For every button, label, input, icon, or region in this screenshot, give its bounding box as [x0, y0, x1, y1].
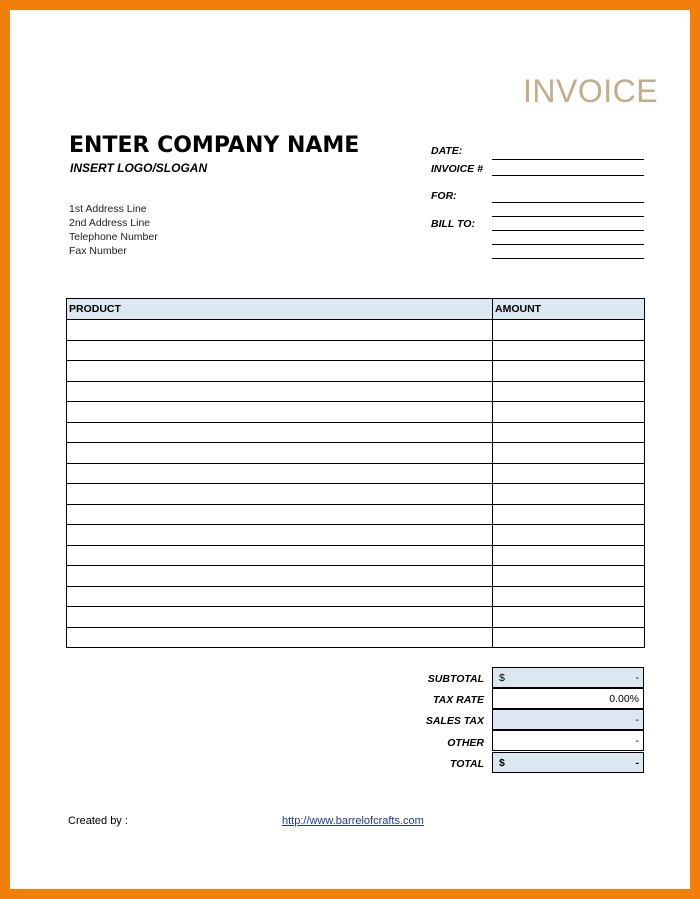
amount-cell[interactable] [493, 402, 645, 423]
product-cell[interactable] [67, 402, 493, 423]
subtotal-cell [492, 667, 644, 688]
amount-cell[interactable] [493, 361, 645, 382]
product-column-header: PRODUCT [67, 299, 493, 320]
product-cell[interactable] [67, 607, 493, 628]
invoice-title: INVOICE [523, 73, 659, 109]
product-cell[interactable] [67, 361, 493, 382]
tax-rate-cell[interactable] [492, 688, 644, 709]
amount-column-header: AMOUNT [493, 299, 645, 320]
amount-cell[interactable] [493, 484, 645, 505]
for-field[interactable] [492, 202, 644, 203]
sales-tax-cell [492, 709, 644, 730]
table-row [67, 545, 645, 566]
other-value: - [635, 735, 639, 747]
amount-cell[interactable] [493, 545, 645, 566]
amount-cell[interactable] [493, 381, 645, 402]
total-label: TOTAL [449, 758, 484, 770]
bill-to-field-4[interactable] [492, 258, 644, 259]
table-row [67, 340, 645, 361]
fax-number: Fax Number [69, 245, 127, 257]
table-header-row [67, 299, 645, 320]
product-cell[interactable] [67, 504, 493, 525]
subtotal-label: SUBTOTAL [427, 673, 484, 685]
product-cell[interactable] [67, 545, 493, 566]
product-cell[interactable] [67, 586, 493, 607]
bill-to-field-2[interactable] [492, 230, 644, 231]
table-row [67, 586, 645, 607]
table-row [67, 484, 645, 505]
product-cell[interactable] [67, 566, 493, 587]
date-field[interactable] [492, 159, 644, 160]
product-cell[interactable] [67, 320, 493, 341]
amount-cell[interactable] [493, 627, 645, 648]
for-label: FOR: [431, 190, 457, 202]
address-line-1: 1st Address Line [69, 203, 147, 215]
sales-tax-label: SALES TAX [425, 715, 484, 727]
logo-slogan: INSERT LOGO/SLOGAN [70, 161, 208, 175]
product-cell[interactable] [67, 525, 493, 546]
table-row [67, 443, 645, 464]
bill-to-field-1[interactable] [492, 216, 644, 217]
created-by-label: Created by : [68, 815, 128, 827]
amount-cell[interactable] [493, 320, 645, 341]
product-cell[interactable] [67, 340, 493, 361]
table-row [67, 463, 645, 484]
table-row [67, 566, 645, 587]
tax-rate-label: TAX RATE [433, 694, 484, 706]
bill-to-label: BILL TO: [431, 218, 475, 230]
telephone-number: Telephone Number [69, 231, 158, 243]
line-items-body [67, 320, 645, 648]
amount-cell[interactable] [493, 566, 645, 587]
table-row [67, 525, 645, 546]
address-line-2: 2nd Address Line [69, 217, 151, 229]
amount-cell[interactable] [493, 340, 645, 361]
subtotal-value: - [635, 672, 639, 684]
amount-cell[interactable] [493, 525, 645, 546]
amount-cell[interactable] [493, 463, 645, 484]
table-row [67, 504, 645, 525]
company-name: ENTER COMPANY NAME [69, 133, 360, 158]
product-cell[interactable] [67, 627, 493, 648]
product-cell[interactable] [67, 443, 493, 464]
amount-cell[interactable] [493, 422, 645, 443]
amount-cell[interactable] [493, 586, 645, 607]
amount-cell[interactable] [493, 443, 645, 464]
product-cell[interactable] [67, 463, 493, 484]
sales-tax-value: - [635, 714, 639, 726]
table-row [67, 381, 645, 402]
date-label: DATE: [431, 145, 463, 157]
line-items-table [66, 298, 645, 648]
product-cell[interactable] [67, 422, 493, 443]
total-currency: $ [499, 757, 505, 769]
website-link[interactable]: http://www.barrelofcrafts.com [282, 815, 424, 827]
invoice-number-label: INVOICE # [431, 163, 483, 175]
amount-cell[interactable] [493, 607, 645, 628]
total-value: - [635, 757, 639, 769]
invoice-number-field[interactable] [492, 175, 644, 176]
table-row [67, 320, 645, 341]
table-row [67, 361, 645, 382]
subtotal-currency: $ [499, 672, 505, 684]
other-cell[interactable] [492, 730, 644, 751]
other-label: OTHER [447, 737, 484, 749]
table-row [67, 607, 645, 628]
table-row [67, 627, 645, 648]
total-cell [492, 752, 644, 773]
amount-cell[interactable] [493, 504, 645, 525]
product-cell[interactable] [67, 381, 493, 402]
product-cell[interactable] [67, 484, 493, 505]
bill-to-field-3[interactable] [492, 244, 644, 245]
table-row [67, 402, 645, 423]
table-row [67, 422, 645, 443]
tax-rate-value: 0.00% [609, 693, 639, 705]
